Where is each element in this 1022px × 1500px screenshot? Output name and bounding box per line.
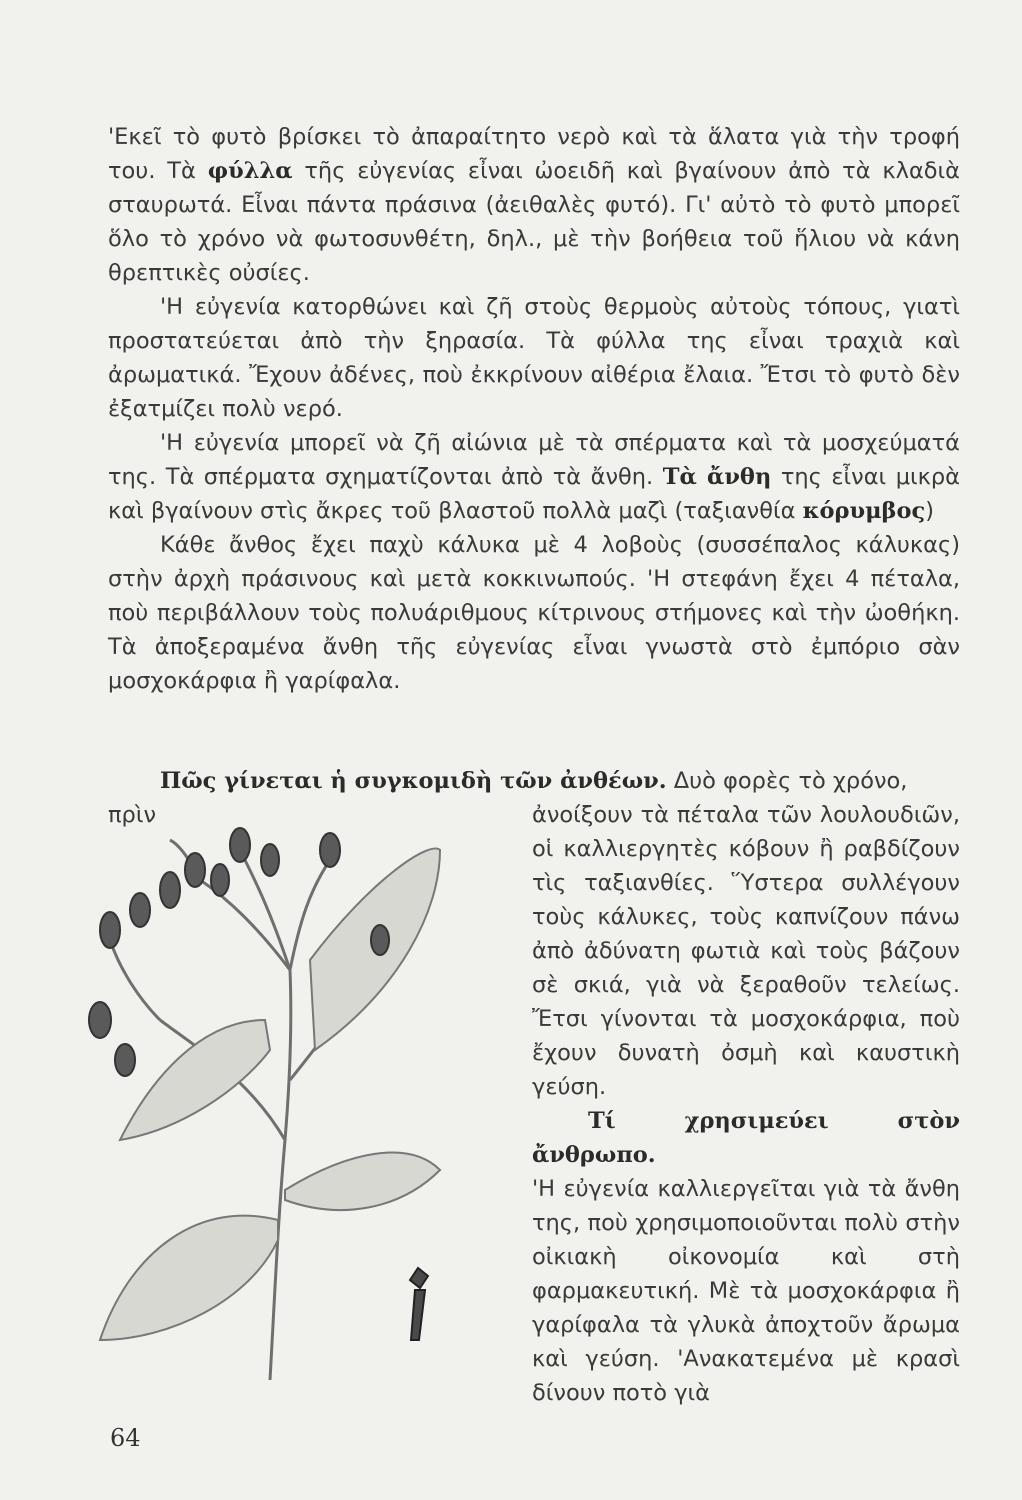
- paragraph-leaves: 'Εκεῖ τὸ φυτὸ βρίσκει τὸ ἀπαραίτητο νερὸ καὶ τὰ ἅλατα γιὰ τὴν τροφή του. Τὰ φύλλα τῆς εὐγενίας εἶναι ὠοειδῆ καὶ βγαίνουν ἀπὸ τὰ κλαδιὰ σταυρωτά. Εἶναι πάντα πράσινα (ἀειθαλὲς φυτό). Γι' αὐτὸ τὸ φυτὸ μπορεῖ ὅλο τὸ χρόνο νὰ φωτοσυνθέτη, δηλ., μὲ τὴν βοήθεια τοῦ ἥλιου νὰ κάνη θρεπτικὲς οὐσίες.: [108, 124, 960, 286]
- clove-plant-illustration: [80, 820, 520, 1380]
- harvest-heading: Πῶς γίνεται ἡ συγκομιδὴ τῶν ἀνθέων.: [160, 768, 667, 794]
- term-corymb: κόρυμβος: [802, 498, 926, 524]
- page-number: 64: [110, 1424, 141, 1452]
- paragraph-harvest: ἀνοίξουν τὰ πέταλα τῶν λουλουδιῶν, οἱ καλλιεργητὲς κόβουν ἢ ραβδίζουν τὶς ταξιανθίες. Ὕστερα συλλέγουν τοὺς κάλυκες, τοὺς καπνίζουν πάνω ἀπὸ ἀδύνατη φωτιὰ καὶ τοὺς βάζουν σὲ σκιά, γιὰ νὰ ξεραθοῦν τελείως. Ἔτσι γίνονται τὰ μοσχοκάρφια, ποὺ ἔχουν δυνατὴ ὀσμὴ καὶ καυστικὴ γεύση.: [532, 802, 960, 1100]
- body-text-upper: [108, 120, 960, 698]
- term-flowers: Τὰ ἄνθη: [662, 464, 772, 490]
- paragraph-seeds: 'Η εὐγενία μπορεῖ νὰ ζῆ αἰώνια μὲ τὰ σπέρματα καὶ τὰ μοσχεύματά της. Τὰ σπέρματα σχηματίζονται ἀπὸ τὰ ἄνθη. Τὰ ἄνθη της εἶναι μικρὰ καὶ βγαίνουν στὶς ἄκρες τοῦ βλαστοῦ πολλὰ μαζὶ (ταξιανθία κόρυμβος): [108, 430, 960, 524]
- right-column: [532, 798, 960, 1410]
- paragraph-use: 'Η εὐγενία καλλιεργεῖται γιὰ τὰ ἄνθη της, ποὺ χρησιμοποιοῦνται πολὺ στὴν οἰκιακὴ οἰκονομία καὶ στὴ φαρμακευτική. Μὲ τὰ μοσχοκάρφια ἢ γαρίφαλα τὰ γλυκὰ ἀποχτοῦν ἄρωμα καὶ γεύση. 'Ανακατεμένα μὲ κρασὶ δίνουν ποτὸ γιὰ: [532, 1176, 960, 1406]
- term-leaves: φύλλα: [207, 158, 293, 184]
- paragraph-flower: Κάθε ἄνθος ἔχει παχὺ κάλυκα μὲ 4 λοβοὺς (συσσέπαλος κάλυκας) στὴν ἀρχὴ πράσινους καὶ μετὰ κοκκινωπούς. 'Η στεφάνη ἔχει 4 πέταλα, ποὺ περιβάλλουν τοὺς πολυάριθμους κίτρινους στήμονες καὶ τὴν ὠοθήκη. Τὰ ἀποξεραμένα ἄνθη τῆς εὐγενίας εἶναι γνωστὰ στὸ ἐμπόριο σὰν μοσχοκάρφια ἢ γαρίφαλα.: [108, 532, 960, 694]
- harvest-first-line: Δυὸ φορὲς τὸ χρόνο, πρὶν: [108, 768, 908, 828]
- paragraph-drought: 'Η εὐγενία κατορθώνει καὶ ζῆ στοὺς θερμοὺς αὐτοὺς τόπους, γιατὶ προστατεύεται ἀπὸ τὴν ξηρασία. Τὰ φύλλα της εἶναι τραχιὰ καὶ ἀρωματικά. Ἔχουν ἀδένες, ποὺ ἐκκρίνουν αἰθέρια ἔλαια. Ἔτσι τὸ φυτὸ δὲν ἐξατμίζει πολὺ νερό.: [108, 294, 960, 422]
- use-heading: Τί χρησιμεύει στὸν ἄνθρωπο.: [532, 1108, 960, 1168]
